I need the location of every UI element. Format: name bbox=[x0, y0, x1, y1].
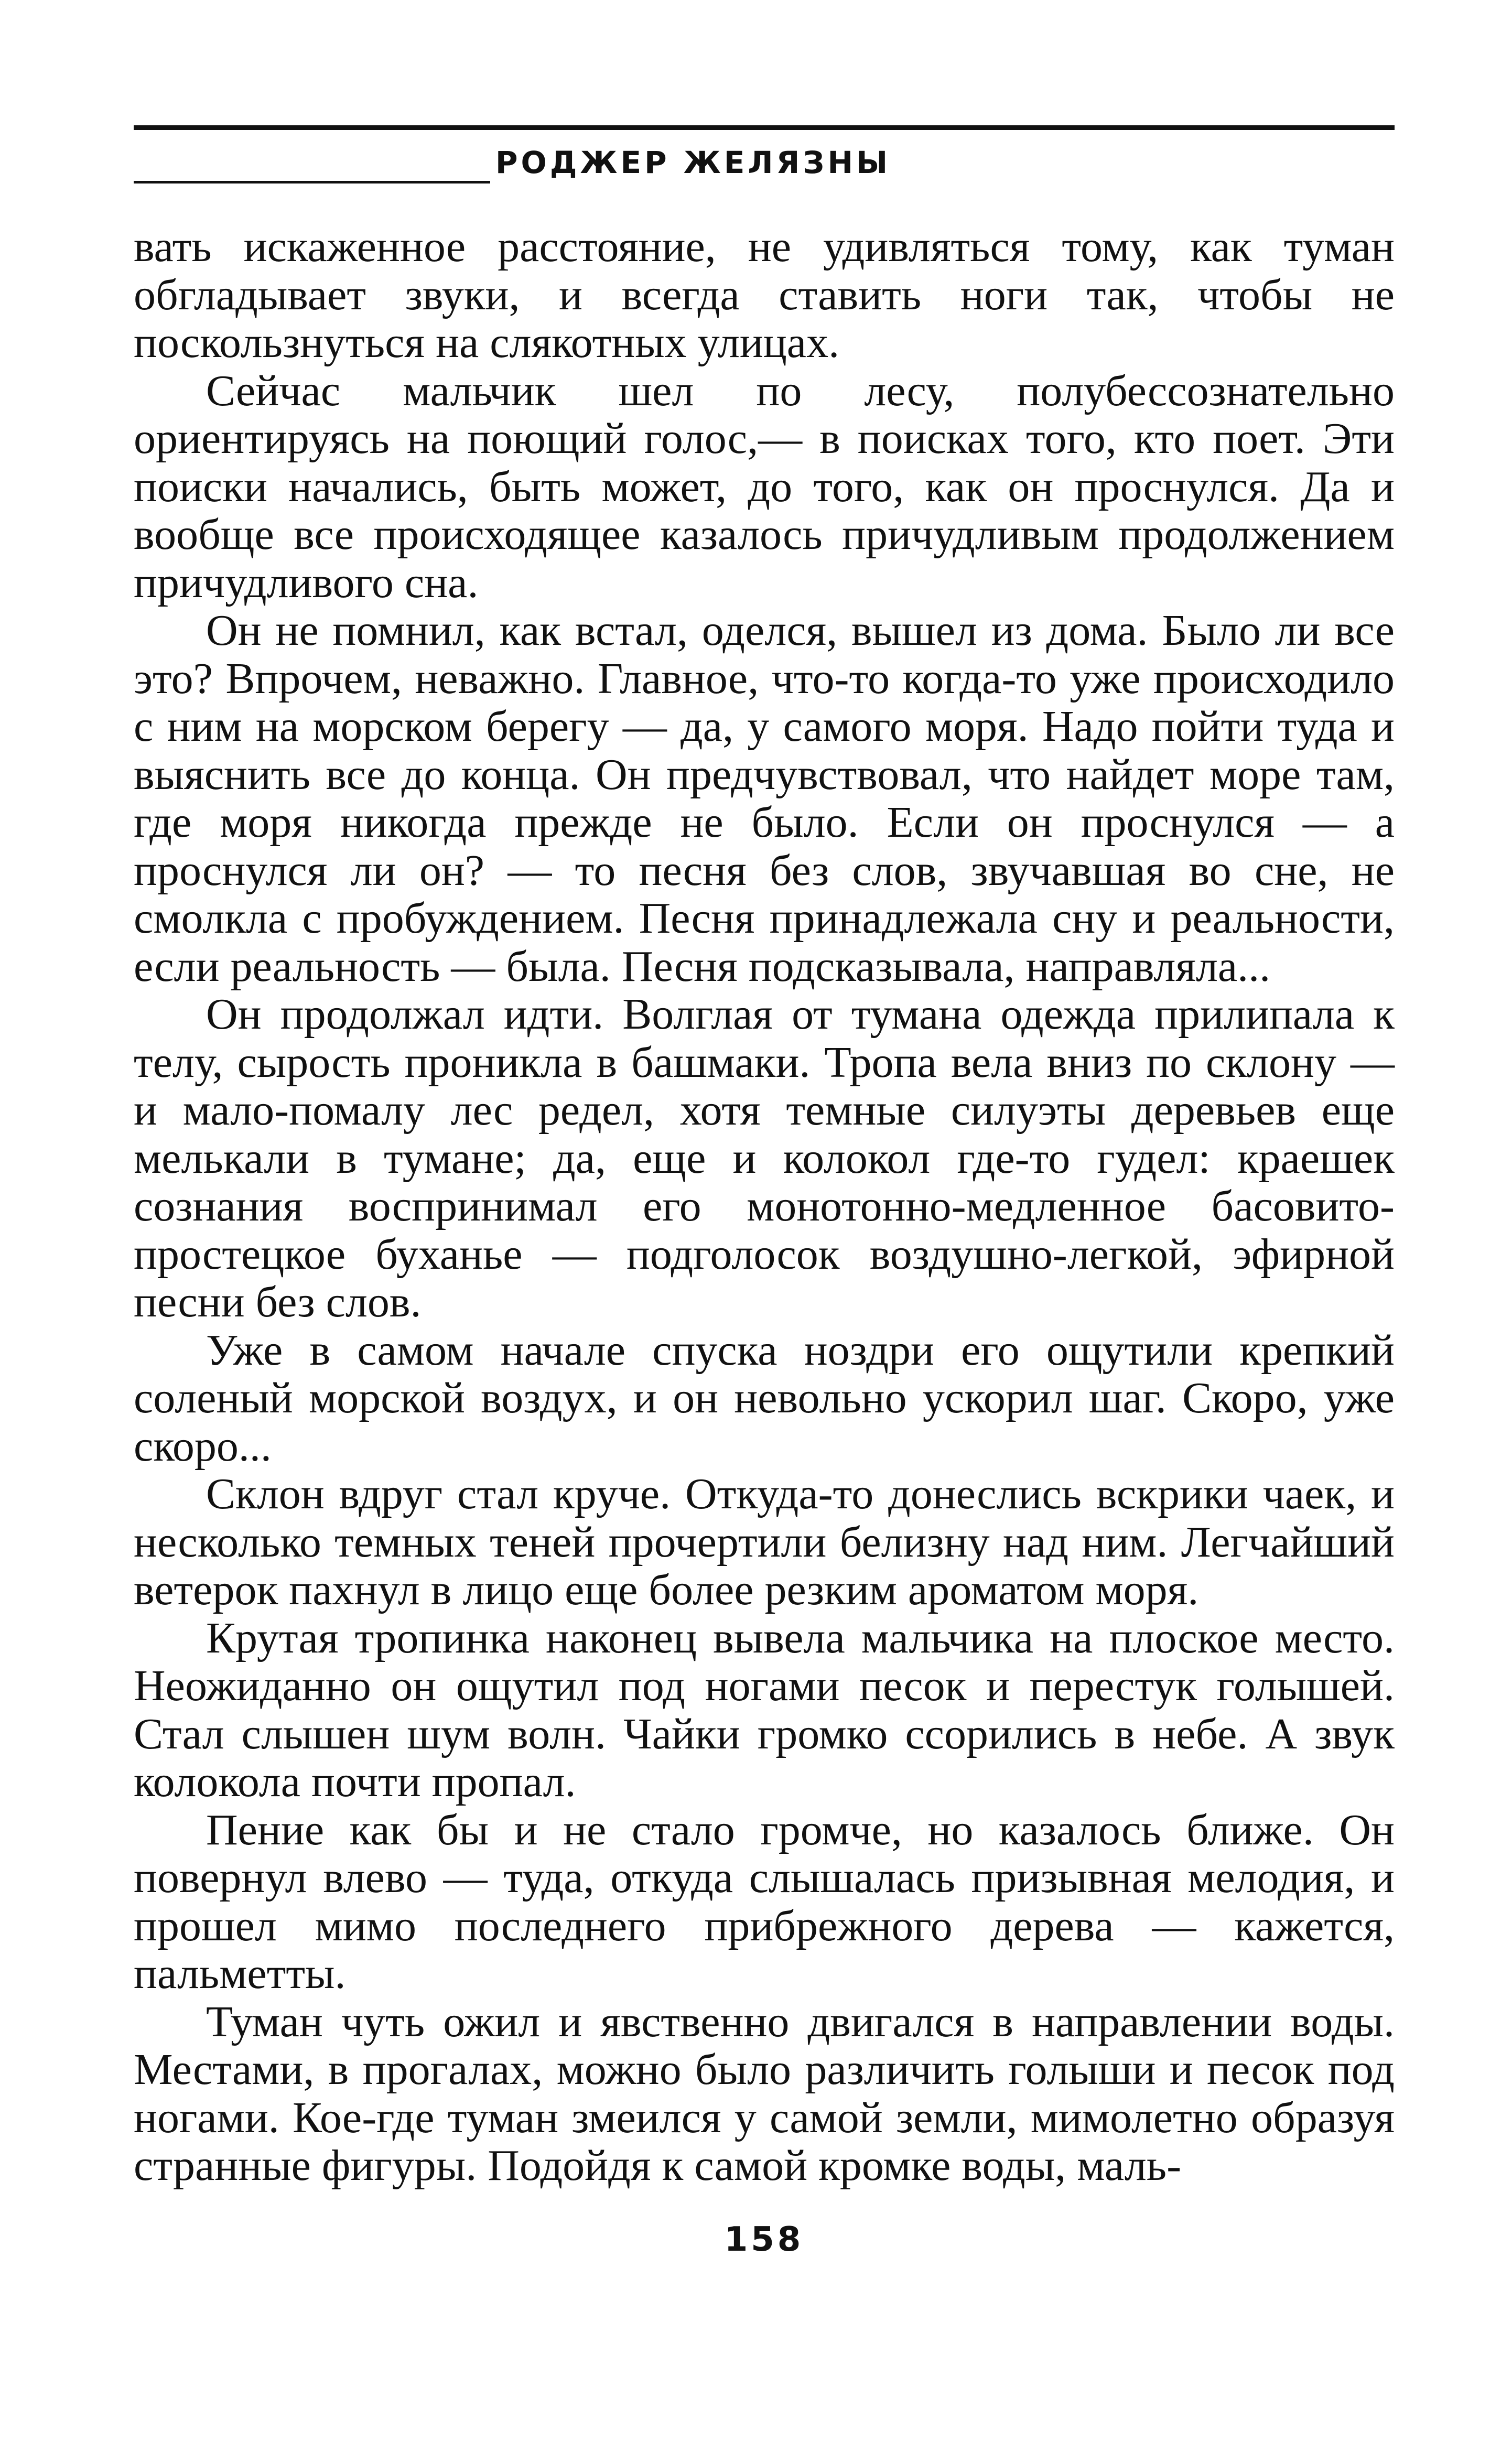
paragraph: Крутая тропинка наконец вывела мальчика на плоское место. Неожиданно он ощутил под ногами песок и перестук голышей. Стал слышен шум волн. Чайки громко ссорились в небе. А звук колокола почти пропал. bbox=[134, 1613, 1395, 1806]
paragraph: Уже в самом начале спуска ноздри его ощутили крепкий соленый морской воздух, и он невольно ускорил шаг. Скоро, уже скоро... bbox=[134, 1325, 1395, 1471]
paragraph: Склон вдруг стал круче. Откуда-то донеслись вскрики чаек, и несколько темных теней прочертили белизну над ним. Легчайший ветерок пахнул в лицо еще более резким ароматом моря. bbox=[134, 1470, 1395, 1614]
paragraph-continuation: вать искаженное расстояние, не удивляться тому, как туман обгладывает звуки, и всегда ставить ноги так, чтобы не поскользнуться на слякотных улицах. bbox=[134, 222, 1395, 367]
paragraph: Туман чуть ожил и явственно двигался в направлении воды. Местами, в прогалах, можно было различить голыши и песок под ногами. Кое-где туман змеился у самой земли, мимолетно образуя странные фигуры. Подойдя к самой кромке воды, маль- bbox=[134, 1997, 1395, 2190]
header-rule-left bbox=[134, 181, 490, 183]
page-number: 158 bbox=[724, 2220, 804, 2259]
running-title: РОДЖЕР ЖЕЛЯЗНЫ bbox=[495, 145, 891, 180]
header-rule-top bbox=[134, 125, 1395, 130]
page-body bbox=[134, 223, 1395, 2190]
paragraph: Пение как бы и не стало громче, но казалось ближе. Он повернул влево — туда, откуда слышалась призывная мелодия, и прошел мимо последнего прибрежного дерева — кажется, пальметты. bbox=[134, 1805, 1395, 1998]
running-header bbox=[134, 118, 1395, 191]
book-page bbox=[134, 118, 1395, 2414]
paragraph: Сейчас мальчик шел по лесу, полубессознательно ориентируясь на поющий голос,— в поисках того, кто поет. Эти поиски начались, быть может, до того, как он проснулся. Да и вообще все происходящее казалось причудливым продолжением причудливого сна. bbox=[134, 366, 1395, 607]
paragraph: Он не помнил, как встал, оделся, вышел из дома. Было ли все это? Впрочем, неважно. Главное, что-то когда-то уже происходило с ним на морском берегу — да, у самого моря. Надо пойти туда и выяснить все до конца. Он предчувствовал, что найдет море там, где моря никогда прежде не было. Если он проснулся — а проснулся ли он? — то песня без слов, звучавшая во сне, не смолкла с пробуждением. Песня принадлежала сну и реальности, если реальность — была. Песня подсказывала, направляла... bbox=[134, 606, 1395, 991]
paragraph: Он продолжал идти. Волглая от тумана одежда прилипала к телу, сырость проникла в башмаки. Тропа вела вниз по склону — и мало-помалу лес редел, хотя темные силуэты деревьев еще мелькали в тумане; да, еще и колокол где-то гудел: краешек сознания воспринимал его монотонно-медленное басовито-простецкое буханье — подголосок воздушно-легкой, эфирной песни без слов. bbox=[134, 990, 1395, 1326]
